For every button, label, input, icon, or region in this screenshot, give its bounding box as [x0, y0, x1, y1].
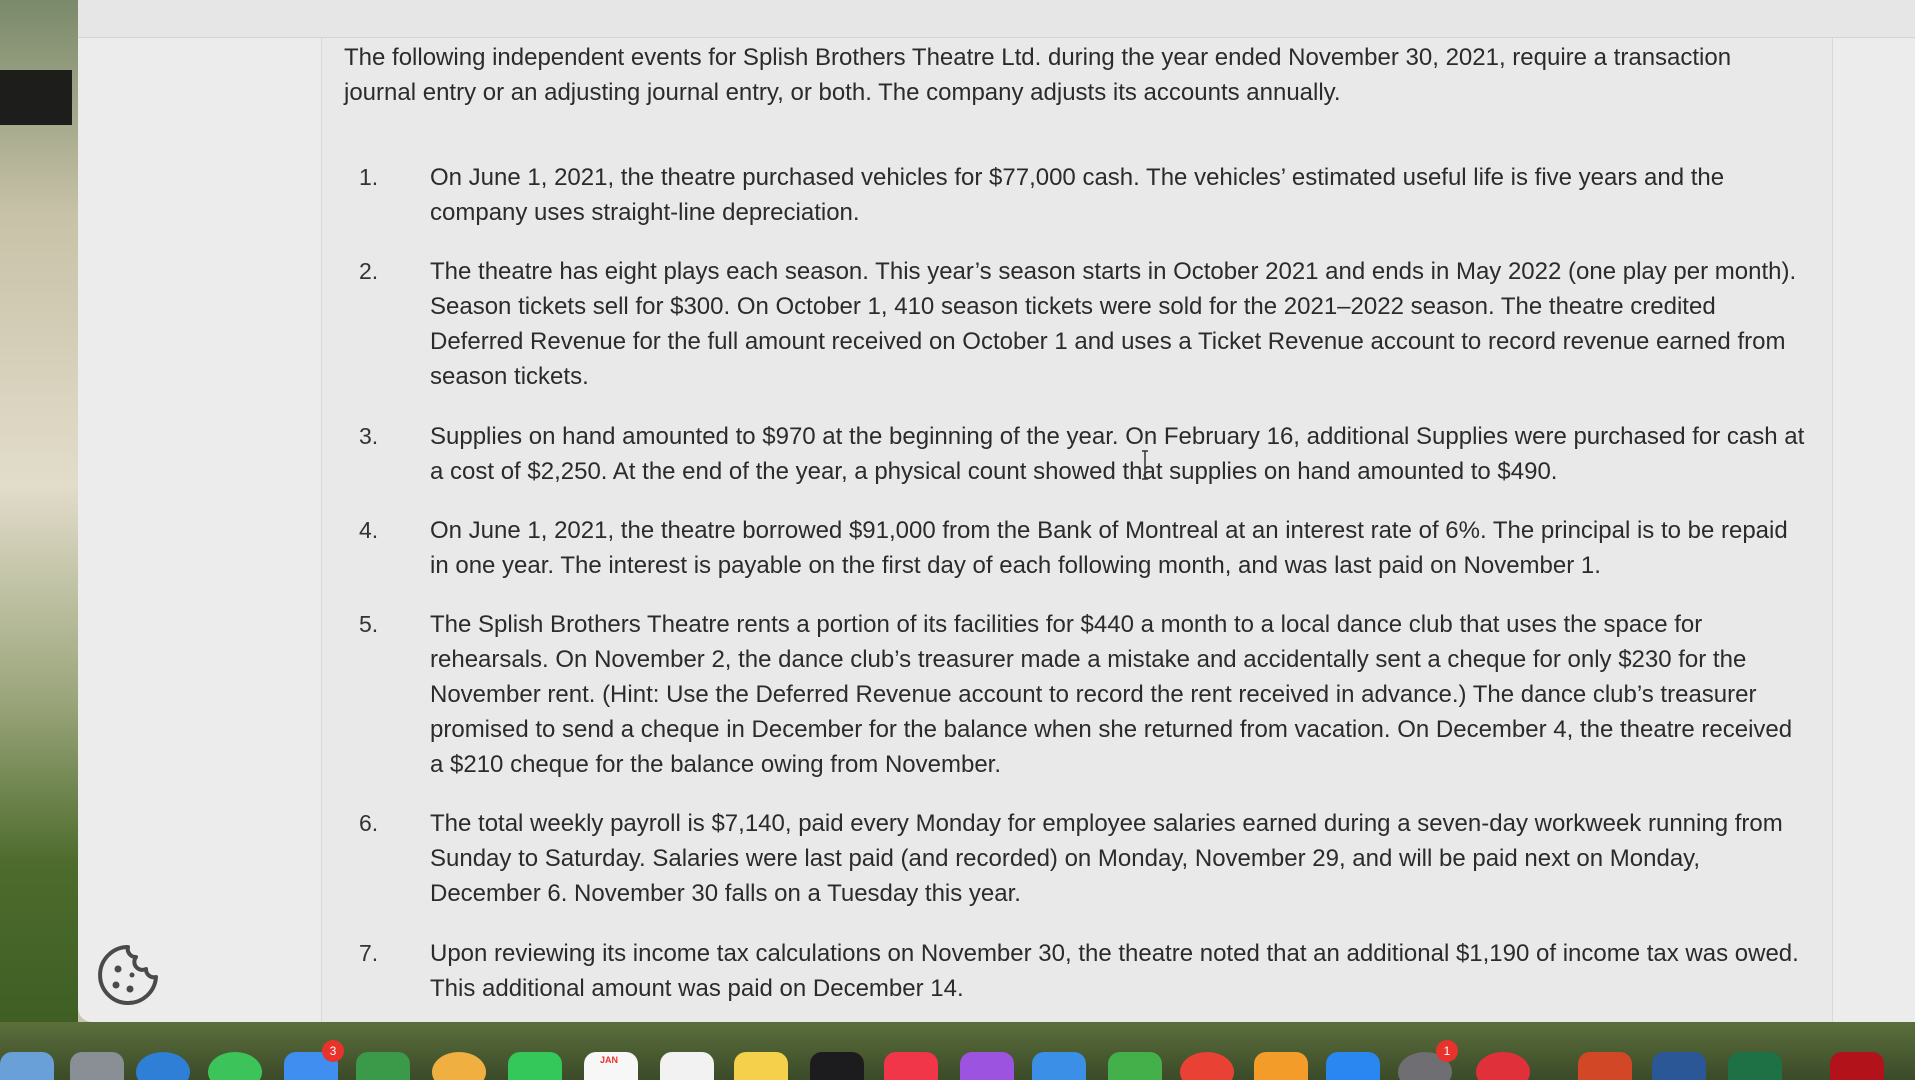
- window-top-bar: [78, 0, 1915, 38]
- question-panel: [321, 38, 1833, 1022]
- notes-icon[interactable]: [734, 1052, 788, 1080]
- settings-badge: 1: [1436, 1040, 1458, 1062]
- facetime-icon[interactable]: [508, 1052, 562, 1080]
- cookie-icon[interactable]: [96, 943, 160, 1007]
- question-intro: The following independent events for Splish Brothers Theatre Ltd. during the year ended November 30, 2021, require a transaction journal entry or an adjusting journal entry, or both. The company adjusts its accounts annually.: [344, 44, 1732, 106]
- item-text: On June 1, 2021, the theatre borrowed $91,000 from the Bank of Montreal at an interest rate of 6%. The principal is to be repaid in one year. The interest is payable on the first day of each following month, and was last paid on November 1.: [430, 517, 1788, 579]
- music-icon[interactable]: [884, 1052, 938, 1080]
- item-text: The theatre has eight plays each season. This year’s season starts in October 2021 and ends in May 2022 (one play per month). Season tickets sell for $300. On October 1, 410 season tickets were sold for the 2021–2022 season. The theatre credited Deferred Revenue for the full amount received on October 1 and uses a Ticket Revenue account to record revenue earned from season tickets.: [430, 258, 1797, 390]
- pages-icon[interactable]: [1254, 1052, 1308, 1080]
- calendar-icon[interactable]: [584, 1052, 638, 1080]
- podcasts-icon[interactable]: [960, 1052, 1014, 1080]
- photos-icon[interactable]: [432, 1052, 486, 1080]
- netflix-icon[interactable]: [1830, 1052, 1884, 1080]
- item-number: 6.: [359, 810, 379, 836]
- word-icon[interactable]: [1652, 1052, 1706, 1080]
- dock: [0, 1022, 1915, 1080]
- background-object: [0, 70, 72, 125]
- tv-icon[interactable]: [810, 1052, 864, 1080]
- item-number: 5.: [359, 611, 379, 637]
- item-number: 2.: [359, 258, 379, 284]
- outlook-mail-icon[interactable]: [1476, 1052, 1530, 1080]
- item-text: On June 1, 2021, the theatre purchased vehicles for $77,000 cash. The vehicles’ estimated useful life is five years and the company uses straight-line depreciation.: [430, 164, 1725, 226]
- finder-icon[interactable]: [0, 1052, 54, 1080]
- item-text: The total weekly payroll is $7,140, paid every Monday for employee salaries earned during a seven-day workweek running from Sunday to Saturday. Salaries were last paid (and recorded) on Monday, November 29, and will be paid next on Monday, December 6. November 30 falls on a Tuesday this year.: [430, 810, 1783, 907]
- excel-icon[interactable]: [1728, 1052, 1782, 1080]
- item-text: Supplies on hand amounted to $970 at the beginning of the year. On February 16, additional Supplies were purchased for cash at a cost of $2,250. At the end of the year, a physical count showed that supplies on hand amounted to $490.: [430, 423, 1805, 485]
- chrome-icon[interactable]: [1180, 1052, 1234, 1080]
- item-number: 7.: [359, 940, 379, 966]
- safari-icon[interactable]: [136, 1052, 190, 1080]
- item-number: 1.: [359, 164, 379, 190]
- contacts-icon[interactable]: [660, 1052, 714, 1080]
- item-text: Upon reviewing its income tax calculations on November 30, the theatre noted that an additional $1,190 of income tax was owed. This additional amount was paid on December 14.: [430, 940, 1799, 1002]
- mail-badge: 3: [322, 1040, 344, 1062]
- app-store-icon[interactable]: [1326, 1052, 1380, 1080]
- keynote-icon[interactable]: [1032, 1052, 1086, 1080]
- app-window: [78, 0, 1915, 1022]
- powerpoint-icon[interactable]: [1578, 1052, 1632, 1080]
- maps-icon[interactable]: [356, 1052, 410, 1080]
- dock-icons: [0, 1044, 1915, 1080]
- messages-icon[interactable]: [208, 1052, 262, 1080]
- item-number: 3.: [359, 423, 379, 449]
- calendar-month: JAN: [600, 1055, 619, 1065]
- launchpad-icon[interactable]: [70, 1052, 124, 1080]
- item-text: The Splish Brothers Theatre rents a portion of its facilities for $440 a month to a local dance club that uses the space for rehearsals. On November 2, the dance club’s treasurer made a mistake and accidentally sent a cheque for only $230 for the November rent. (Hint: Use the Deferred Revenue account to record the rent received in advance.) The dance club’s treasurer promised to send a cheque in December for the balance when she returned from vacation. On December 4, the theatre received a $210 cheque for the balance owing from November.: [430, 611, 1793, 778]
- text-cursor-icon: [1140, 450, 1150, 480]
- numbers-icon[interactable]: [1108, 1052, 1162, 1080]
- desktop-background: [0, 0, 78, 1080]
- item-number: 4.: [359, 517, 379, 543]
